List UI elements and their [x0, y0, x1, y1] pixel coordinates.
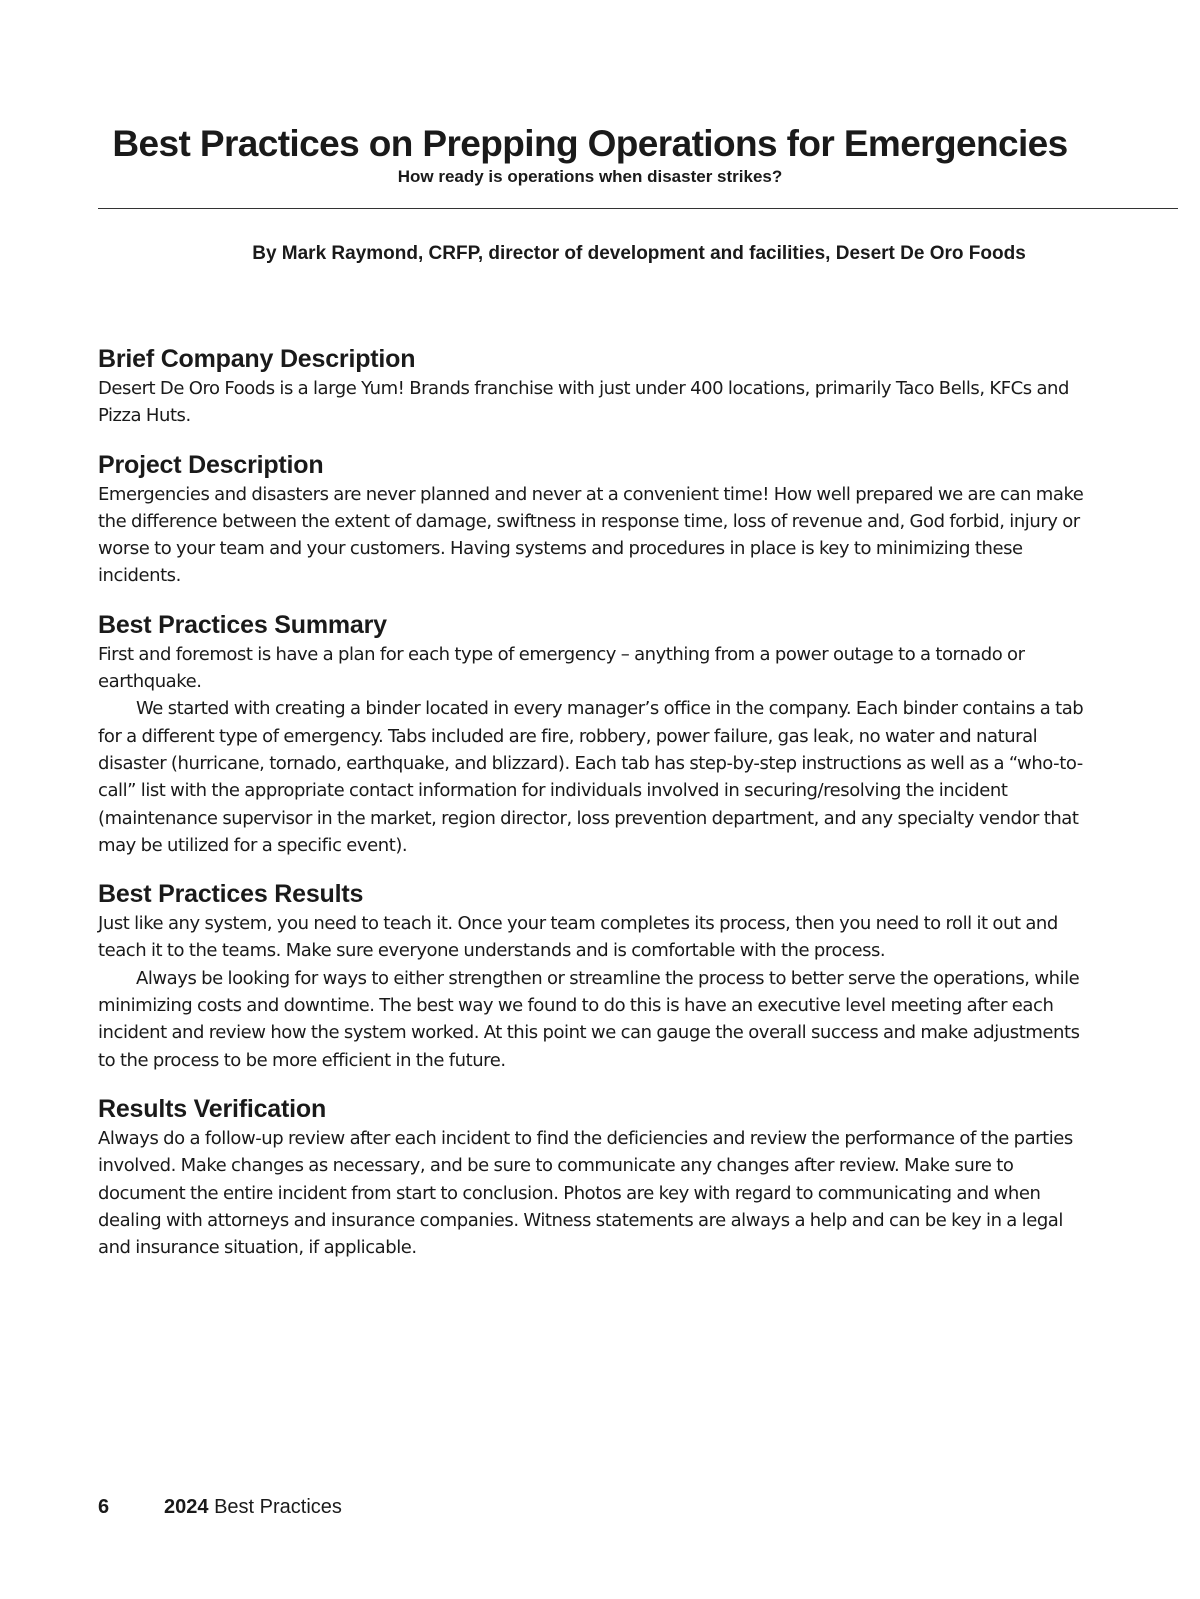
page-subtitle: How ready is operations when disaster strikes? [397, 167, 783, 186]
section-heading: Best Practices Summary [98, 610, 387, 639]
section-paragraph: Desert De Oro Foods is a large Yum! Brands franchise with just under 400 locations, primarily Taco Bells, KFCs and Pizza Huts. [98, 378, 1069, 427]
publication-year: 2024 [164, 1496, 209, 1518]
section-paragraph: Always be looking for ways to either strengthen or streamline the process to better serve the operations, while minimizing costs and downtime. The best way we found to do this is have an executive level meeting after each incident and review how the system worked. At this point we can gauge the overall success and make adjustments to the process to be more efficient in the future. [98, 967, 1080, 1071]
section-paragraph: First and foremost is have a plan for each type of emergency – anything from a power outage to a tornado or earthquake. [98, 643, 1025, 693]
author-byline: By Mark Raymond, CRFP, director of development and facilities, Desert De Oro Foods [252, 243, 1026, 264]
section-best-practices-summary [98, 609, 1098, 859]
section-heading: Project Description [98, 450, 324, 479]
header-divider [98, 208, 1178, 209]
section-brief-company-description [98, 343, 1098, 430]
article-body [98, 343, 1098, 1280]
section-heading: Results Verification [98, 1094, 327, 1123]
section-project-description [98, 449, 1098, 590]
section-heading: Best Practices Results [98, 880, 364, 909]
section-results-verification [98, 1093, 1098, 1261]
section-best-practices-results [98, 878, 1098, 1074]
page-footer [98, 1494, 342, 1520]
section-paragraph: Always do a follow-up review after each incident to find the deficiencies and review the performance of the parties involved. Make changes as necessary, and be sure to communicate any changes after review. Make sure to document the entire incident from start to conclusion. Photos are key with regard to communicating and when dealing with attorneys and insurance companies. Witness statements are always a help and can be key in a legal and insurance situation, if applicable. [98, 1127, 1073, 1259]
publication-name: Best Practices [214, 1496, 342, 1518]
section-paragraph: Just like any system, you need to teach it. Once your team completes its process, then you need to roll it out and teach it to the teams. Make sure everyone understands and is comfortable with the process. [98, 913, 1058, 962]
section-heading: Brief Company Description [98, 345, 416, 373]
section-paragraph: Emergencies and disasters are never planned and never at a convenient time! How well prepared we are can make the difference between the extent of damage, swiftness in response time, loss of revenue and, God forbid, injury or worse to your team and your customers. Having systems and procedures in place is key to minimizing these incidents. [98, 483, 1084, 587]
page-title: Best Practices on Prepping Operations for Emergencies [112, 123, 1068, 164]
page-number: 6 [98, 1496, 110, 1518]
section-paragraph: We started with creating a binder located in every manager’s office in the company. Each binder contains a tab for a different type of emergency. Tabs included are fire, robbery, power failure, gas leak, no water and natural disaster (hurricane, tornado, earthquake, and blizzard). Each tab has step-by-step instructions as well as a “who-to-call” list with the appropriate contact information for individuals involved in securing/resolving the incident (maintenance supervisor in the market, region director, loss prevention department, and any specialty vendor that may be utilized for a specific event). [98, 698, 1084, 856]
